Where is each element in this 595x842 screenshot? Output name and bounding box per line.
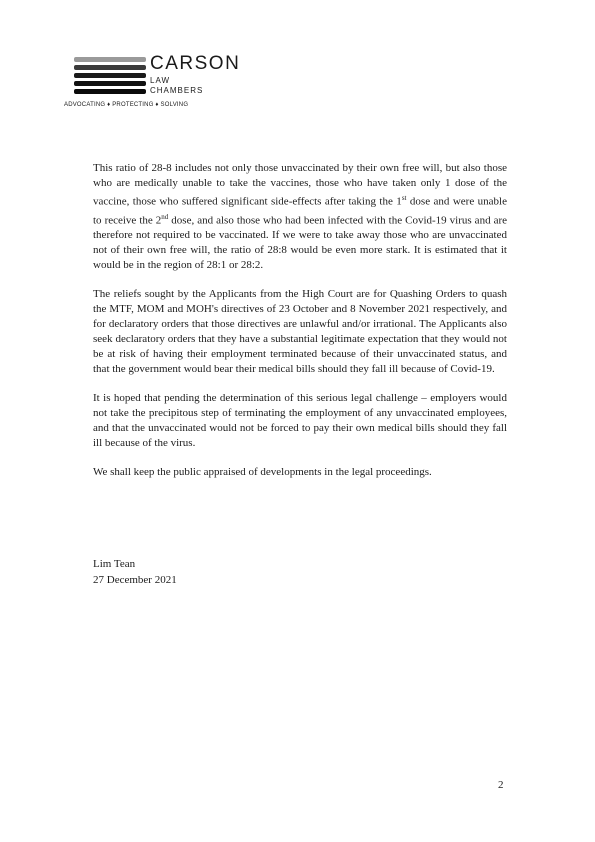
signature-block [93,556,177,588]
paragraph-reliefs: The reliefs sought by the Applicants from the High Court are for Quashing Orders to quash the MTF, MOM and MOH's directives of 23 October and 8 November 2021 respectively, and for declaratory orders that those directives are unlawful and/or irrational. The Applicants also seek declaratory orders that they have a substantial legitimate expectation that they would not be at risk of having their employment terminated because of their unvaccinated status, and that the government would bear their medical bills should they fall ill because of Covid-19. [93,288,507,376]
brand-name: CARSON [150,53,241,74]
brand-line-law: LAW [150,76,171,85]
tagline: ADVOCATING ♦ PROTECTING ♦ SOLVING [64,102,189,108]
carson-logo-icon [74,57,148,97]
page-number: 2 [498,779,504,791]
paragraph-closing: We shall keep the public appraised of developments in the legal proceedings. [93,466,432,479]
letter-body [93,161,507,494]
letterhead [64,53,294,115]
signatory-name: Lim Tean [93,558,136,570]
paragraph-hope: It is hoped that pending the determination of this serious legal challenge – employers would not take the precipitous step of terminating the employment of any unvaccinated employees, and that the unvaccinated would not be forced to pay their own medical bills should they fall ill because of the virus. [93,392,507,450]
brand-line-chambers: CHAMBERS [150,86,204,95]
signature-date: 27 December 2021 [93,574,177,586]
paragraph-ratio: This ratio of 28-8 includes not only those unvaccinated by their own free will, but also those who are medically unable to take the vaccines, those who have taken only 1 dose of the vaccine, those who suffered significant side-effects after taking the 1st dose and were unable to receive the 2nd dose, and also those who had been infected with the Covid-19 virus and are therefore not required to be vaccinated. If we were to take away those who are unvaccinated not of their own free will, the ratio of 28:8 would be even more stark. It is estimated that it would be in the region of 28:1 or 28:2. [93,162,508,272]
